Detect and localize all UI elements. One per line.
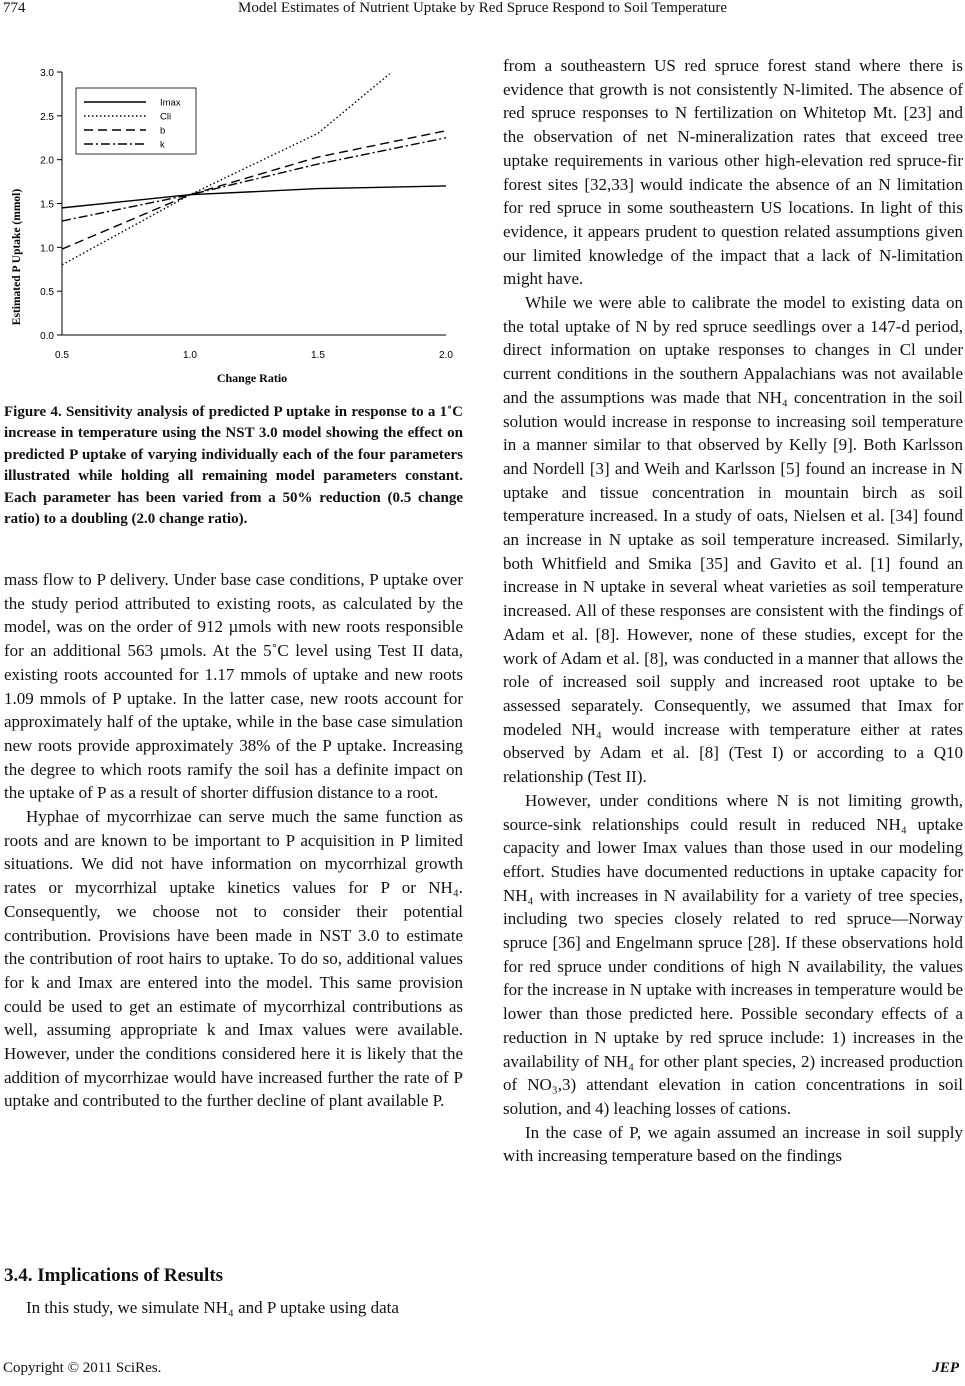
series-line-imax — [62, 186, 446, 208]
figure-4 — [0, 52, 470, 392]
paragraph: Hyphae of mycorrhizae can serve much the same function as roots and are known to be important to P acquisition in P limited situations. We did not have information on mycorrhizal growth rates or mycorrhizal uptake kinetics values for P or NH₄. Consequently, we choose not to consider their potential contribution. Provisions have been made in NST 3.0 to estimate the contribution of root hairs to uptake. To do so, additional values for k and Imax are entered into the model. This same provision could be used to get an estimate of mycorrhizal contributions as well, assuming appropriate k and Imax values were available. However, under the conditions considered here it is likely that the addition of mycorrhizae would have increased further the rate of P uptake and contributed to the further decline of plant available P. — [4, 807, 463, 1111]
page-number: 774 — [3, 0, 26, 16]
legend-label: b — [160, 125, 166, 137]
x-tick-label: 1.0 — [183, 350, 197, 361]
x-tick-label: 2.0 — [439, 350, 453, 361]
y-axis-label: Estimated P Uptake (mmol) — [11, 188, 23, 326]
paragraph: However, under conditions where N is not limiting growth, source-sink relationships could result in reduced NH₄ uptake capacity and lower Imax values than those used in our modeling effort. Studies have documented reductions in uptake capacity for NH₄ with increases in N availability for a variety of tree species, including two species closely related to red spruce—Norway spruce [36] and Engelmann spruce [28]. If these observations hold for red spruce under conditions of high N availability, the values for the increase in N uptake with increases in temperature would be lower than those predicted here. Possible secondary effects of a reduction in N uptake by red spruce include: 1) increases in the availability of NH₄ for other plant species, 2) increased production of NO₃,3) attendant elevation in cation concentrations in soil solution, and 4) leaching losses of cations. — [503, 790, 963, 1118]
paragraph: While we were able to calibrate the model to existing data on the total uptake of N by red spruce seedlings over a 147-d period, direct information on uptake responses to changes in Cl under current conditions in the southern Appalachians was not available and the assumptions was made that NH₄ concentration in the soil solution would increase in response to increasing soil temperature in a manner similar to that observed by Kelly [9]. Both Karlsson and Nordell [3] and Weih and Karlsson [5] found an increase in N uptake and tissue concentration in mountain birch as soil temperature increased. In a study of oats, Nielsen et al. [34] found an increase in N uptake as soil temperature increased. Similarly, both Whitfield and Smika [35] and Gavito et al. [1] found an increase in N uptake in several wheat varieties as soil temperature increased. All of these responses are consistent with the findings of Adam et al. [8]. However, none of these studies, except for the work of Adam et al. [8], was conducted in a manner that allows the role of increased soil supply and increased root uptake to be assessed separately. Consequently, we assumed that Imax for modeled NH₄ would increase with temperature either at rates observed by Adam et al. [8] (Test I) or according to a Q10 relationship (Test II). — [503, 293, 963, 787]
journal-abbreviation: JEP — [932, 1360, 959, 1376]
paragraph: In the case of P, we again assumed an increase in soil supply with increasing temperature based on the findings — [503, 1122, 963, 1166]
chart-legend — [76, 88, 196, 154]
y-tick-label: 2.0 — [40, 155, 54, 167]
left-column-text — [4, 568, 463, 1113]
y-tick-label: 1.5 — [40, 199, 54, 211]
right-column-text — [503, 54, 963, 1168]
paragraph: In this study, we simulate NH₄ and P uptake using data — [26, 1298, 399, 1317]
y-tick-label: 2.5 — [40, 111, 54, 123]
section-intro-text — [4, 1296, 463, 1320]
running-title: Model Estimates of Nutrient Uptake by Red Spruce Respond to Soil Temperature — [238, 0, 727, 16]
section-heading: 3.4. Implications of Results — [4, 1265, 224, 1286]
legend-label: k — [160, 139, 165, 151]
legend-label: Cli — [160, 111, 172, 123]
copyright-notice: Copyright © 2011 SciRes. — [3, 1360, 162, 1376]
y-tick-label: 3.0 — [40, 68, 54, 79]
legend-label: Imax — [160, 97, 181, 109]
page-header — [0, 0, 965, 22]
paragraph: from a southeastern US red spruce forest stand where there is evidence that growth is not consistently N-limited. The absence of red spruce responses to N fertilization on Whitetop Mt. [23] and the observation of net N-mineralization rates that exceed tree uptake requirements in various other high-elevation red spruce-fir forest sites [32,33] would indicate the absence of an N limitation for red spruce in some southeastern US locations. In light of this evidence, it appears prudent to question related assumptions given our limited knowledge of the impact that a lack of N-limitation might have. — [503, 56, 963, 289]
line-chart — [0, 52, 470, 392]
x-tick-label: 0.5 — [55, 350, 69, 361]
figure-caption: Figure 4. Sensitivity analysis of predicted P uptake in response to a 1˚C increase in temperature using the NST 3.0 model showing the effect on predicted P uptake of varying individually each of the four parameters illustrated while holding all remaining model parameters constant. Each parameter has been varied from a 50% reduction (0.5 change ratio) to a doubling (2.0 change ratio). — [4, 404, 463, 528]
y-tick-label: 1.0 — [40, 243, 54, 255]
y-tick-label: 0.0 — [40, 331, 54, 342]
x-tick-label: 1.5 — [311, 350, 325, 361]
paragraph: mass flow to P delivery. Under base case conditions, P uptake over the study period attributed to existing roots, as calculated by the model, was on the order of 912 µmols with new roots responsible for an additional 563 µmols. At the 5˚C level using Test II data, existing roots accounted for 1.17 mmols of uptake and new roots 1.09 mmols of P uptake. In the latter case, new roots account for approximately half of the uptake, while in the base case simulation new roots provide approximately 38% of the P uptake. Increasing the degree to which roots ramify the soil has a definite impact on the uptake of P as a result of shorter diffusion distance to a root. — [4, 570, 463, 803]
y-tick-label: 0.5 — [40, 287, 54, 299]
x-axis-label: Change Ratio — [216, 371, 288, 385]
